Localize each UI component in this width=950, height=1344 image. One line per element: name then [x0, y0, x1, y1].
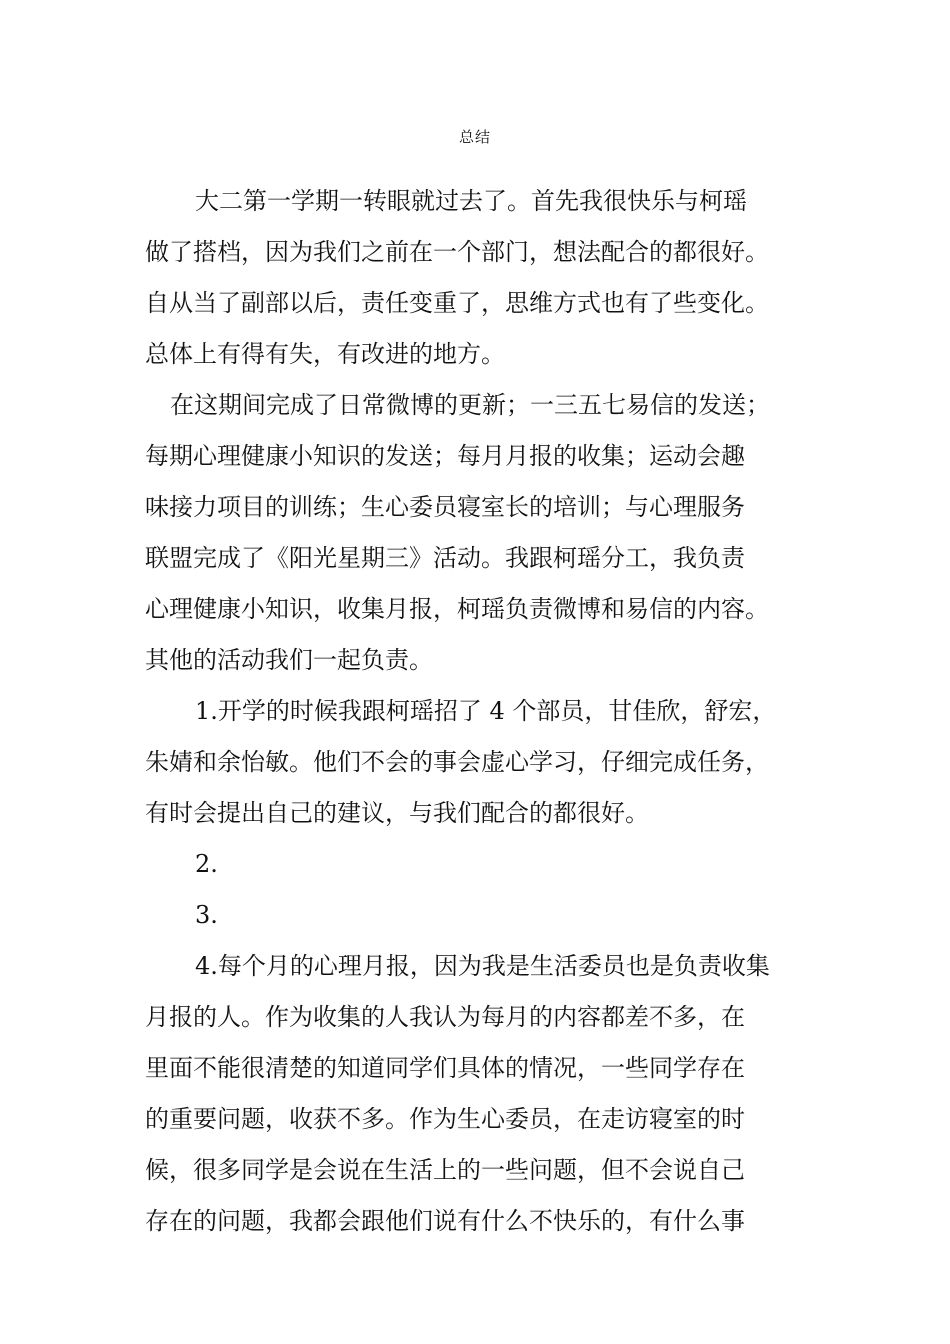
paragraph-line: 自从当了副部以后，责任变重了，思维方式也有了些变化。 — [145, 289, 769, 317]
paragraph-line: 3. — [195, 901, 218, 929]
paragraph-line: 里面不能很清楚的知道同学们具体的情况，一些同学存在 — [145, 1054, 745, 1082]
document-body — [145, 177, 805, 1248]
paragraph-line: 2. — [195, 850, 218, 878]
paragraph-line: 其他的活动我们一起负责。 — [145, 646, 433, 674]
paragraph-line: 有时会提出自己的建议，与我们配合的都很好。 — [145, 799, 649, 827]
paragraph-line: 的重要问题，收获不多。作为生心委员，在走访寝室的时 — [145, 1105, 745, 1133]
paragraph-line: 在这期间完成了日常微博的更新；一三五七易信的发送； — [170, 391, 770, 419]
paragraph-line: 月报的人。作为收集的人我认为每月的内容都差不多，在 — [145, 1003, 745, 1031]
paragraph-line: 存在的问题，我都会跟他们说有什么不快乐的，有什么事 — [145, 1207, 745, 1235]
paragraph-line: 味接力项目的训练；生心委员寝室长的培训；与心理服务 — [145, 493, 745, 521]
paragraph-line: 1.开学的时候我跟柯瑶招了 4 个部员，甘佳欣，舒宏， — [195, 697, 777, 725]
paragraph-line: 做了搭档，因为我们之前在一个部门，想法配合的都很好。 — [145, 238, 769, 266]
paragraph-line: 总体上有得有失，有改进的地方。 — [145, 340, 505, 368]
document-title: 总结 — [458, 128, 491, 146]
paragraph-line: 心理健康小知识，收集月报，柯瑶负责微博和易信的内容。 — [145, 595, 769, 623]
paragraph-line: 联盟完成了《阳光星期三》活动。我跟柯瑶分工，我负责 — [145, 544, 745, 572]
paragraph-line: 大二第一学期一转眼就过去了。首先我很快乐与柯瑶 — [195, 187, 747, 215]
paragraph-line: 每期心理健康小知识的发送；每月月报的收集；运动会趣 — [145, 442, 745, 470]
paragraph-line: 候，很多同学是会说在生活上的一些问题，但不会说自己 — [145, 1156, 745, 1184]
paragraph-line: 4.每个月的心理月报，因为我是生活委员也是负责收集 — [195, 952, 770, 980]
paragraph-line: 朱婧和余怡敏。他们不会的事会虚心学习，仔细完成任务， — [145, 748, 769, 776]
